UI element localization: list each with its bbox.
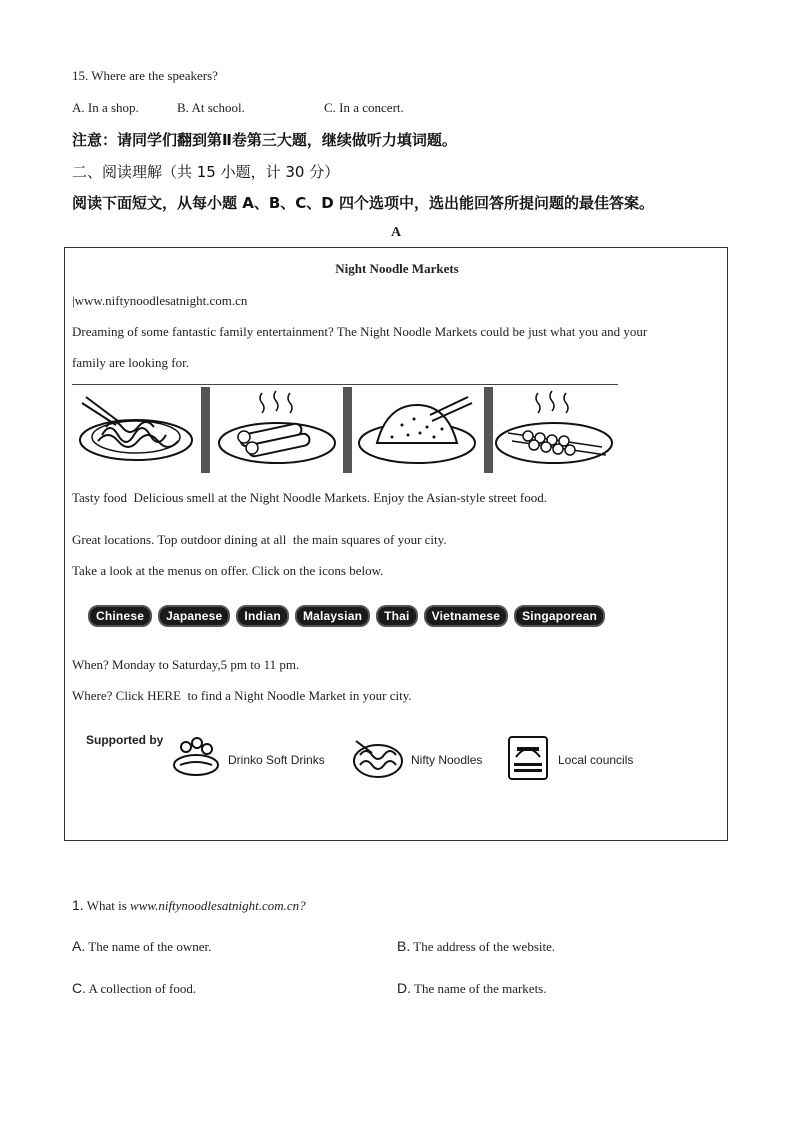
section-title: 二、阅读理解（共 15 小题，计 30 分） xyxy=(72,163,340,181)
strip-separator xyxy=(201,387,210,473)
ad-title: Night Noodle Markets xyxy=(335,261,459,276)
food-image-strip xyxy=(72,385,620,475)
q1-option-d-letter: D. xyxy=(397,980,411,996)
cuisine-chinese-button[interactable]: Chinese xyxy=(88,605,152,627)
cuisine-thai-button[interactable]: Thai xyxy=(376,605,417,627)
ad-locations: Great locations. Top outdoor dining at all the main squares of your city. xyxy=(72,532,447,547)
sponsor-local-councils: Local councils xyxy=(558,753,634,767)
q15-option-c: C. In a concert. xyxy=(324,100,404,115)
ad-intro-line1: Dreaming of some fantastic family entertainment? The Night Noodle Markets could be just what you and your xyxy=(72,324,648,339)
q1-number: 1. xyxy=(72,897,84,913)
cuisine-vietnamese-button[interactable]: Vietnamese xyxy=(424,605,509,627)
q1-option-c-text: A collection of food. xyxy=(88,981,197,996)
ad-url: |www.niftynoodlesatnight.com.cn xyxy=(72,293,248,308)
local-council-logo-icon xyxy=(506,735,550,781)
rice-plate-image xyxy=(359,397,475,463)
question-15: 15. Where are the speakers? xyxy=(72,68,218,83)
q1-option-d-text: The name of the markets. xyxy=(414,981,547,996)
q1-question-url: www.niftynoodlesatnight.com.cn? xyxy=(130,898,306,913)
q15-option-b: B. At school. xyxy=(177,100,245,115)
strip-separator xyxy=(343,387,352,473)
cuisine-japanese-button[interactable]: Japanese xyxy=(158,605,230,627)
q1-option-b-letter: B. xyxy=(397,938,411,954)
ad-when: When? Monday to Saturday,5 pm to 11 pm. xyxy=(72,657,300,672)
question-1 xyxy=(72,897,306,914)
q1-option-a xyxy=(72,938,211,955)
nifty-noodles-logo-icon xyxy=(350,735,406,781)
spring-rolls-plate-image xyxy=(219,391,335,463)
cuisine-malaysian-button[interactable]: Malaysian xyxy=(295,605,370,627)
q1-option-d xyxy=(397,980,547,997)
ad-tasty-food: Tasty food Delicious smell at the Night Noodle Markets. Enjoy the Asian-style street food. xyxy=(72,490,547,505)
ad-intro-line2: family are looking for. xyxy=(72,355,189,370)
reading-instruction: 阅读下面短文，从每小题 A、B、C、D 四个选项中，选出能回答所提问题的最佳答案。 xyxy=(72,194,654,212)
notice-text: 注意：请同学们翻到第Ⅱ卷第三大题，继续做听力填词题。 xyxy=(72,131,457,149)
sponsor-nifty-noodles: Nifty Noodles xyxy=(411,753,483,767)
q1-option-b xyxy=(397,938,555,955)
sponsor-drinko: Drinko Soft Drinks xyxy=(228,753,325,767)
drinko-logo-icon xyxy=(170,735,222,781)
noodles-plate-image xyxy=(80,397,192,460)
cuisine-singaporean-button[interactable]: Singaporean xyxy=(514,605,605,627)
passage-letter: A xyxy=(391,225,402,240)
q1-option-c-letter: C. xyxy=(72,980,86,996)
q1-option-c xyxy=(72,980,196,997)
strip-separator xyxy=(484,387,493,473)
supported-by-label: Supported by xyxy=(86,733,164,747)
skewers-plate-image xyxy=(496,391,612,463)
ad-where: Where? Click HERE to find a Night Noodle Market in your city. xyxy=(72,688,412,703)
ad-menus: Take a look at the menus on offer. Click on the icons below. xyxy=(72,563,384,578)
q1-option-a-letter: A. xyxy=(72,938,86,954)
q1-option-a-text: The name of the owner. xyxy=(88,939,212,954)
q15-option-a: A. In a shop. xyxy=(72,100,139,115)
q1-option-b-text: The address of the website. xyxy=(413,939,556,954)
cuisine-indian-button[interactable]: Indian xyxy=(236,605,289,627)
cuisine-menu-icons xyxy=(88,605,611,627)
q1-question-prefix: What is xyxy=(86,898,131,913)
